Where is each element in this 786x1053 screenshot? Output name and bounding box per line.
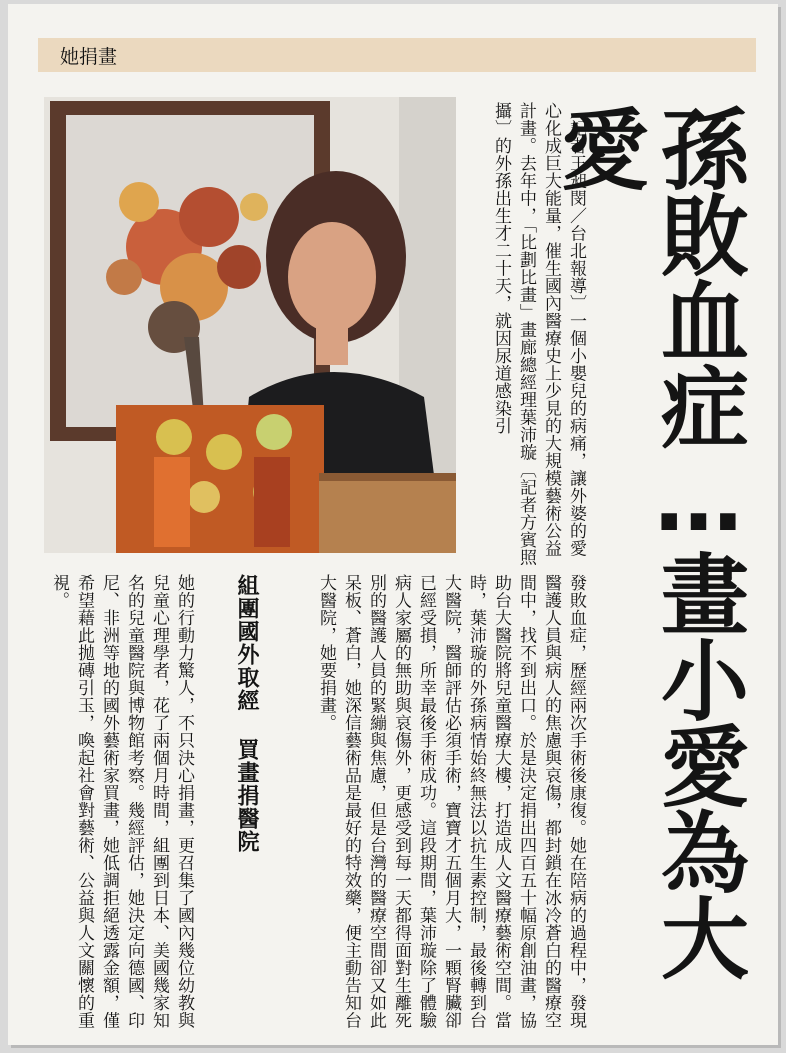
woman-holding-painting-photo-icon (44, 97, 456, 553)
article-photo (44, 97, 456, 553)
body-paragraph: 發敗血症，歷經兩次手術後康復。她在陪病的過程中，發現醫護人員與病人的焦慮與哀傷，都封鎖在冰冷蒼白的醫療空間中，找不到出口。於是決定捐出四百五十幅原創油畫，協助台大醫院將兒童醫療大樓，打造成人文醫療藝術空間。當時，葉沛璇的外孫病情始終無法以抗生素控制，最後轉到台大醫院，醫師評估必須手術，寶寶才五個月大，一顆腎臟卻已經受損，所幸最後手術成功。這段期間，葉沛璇除了體驗病人家屬的無助與哀傷外，更感受到每一天都得面對生離死別的醫護人員的緊繃與焦慮，但是台灣的醫療空間卻又如此呆板、蒼白，她深信藝術品是最好的特效藥，便主動告知台大醫院，她要捐畫。 (316, 574, 586, 1029)
headline: 孫敗血症…畫小愛為大愛 (547, 104, 750, 979)
subheadline: 組團國外取經 買畫捐醫院 (234, 574, 259, 853)
lead-paragraph: 〔記者王昶閔／台北報導〕一個小嬰兒的病痛，讓外婆的愛心化成巨大能量，催生國內醫療史上少見的大規模藝術公益計畫。去年中，「比劃比畫」畫廊總經理葉沛璇〔記者方賓照攝〕的外孫出生才二十天，就因尿道感染引 (491, 102, 586, 566)
newspaper-page (8, 4, 778, 1045)
section-label: 她捐畫 (60, 46, 118, 68)
section-bar (38, 38, 756, 72)
body-paragraph-2: 她的行動力驚人，不只決心捐畫，更召集了國內幾位幼教與兒童心理學者，花了兩個月時間，組團到日本、美國幾家知名的兒童醫院與博物館考察。幾經評估，她決定向德國、印尼、非洲等地的國外藝術家買畫，她低調拒絕透露金額，僅希望藉此拋磚引玉，喚起社會對藝術、公益與人文關懷的重視。 (49, 574, 194, 1029)
